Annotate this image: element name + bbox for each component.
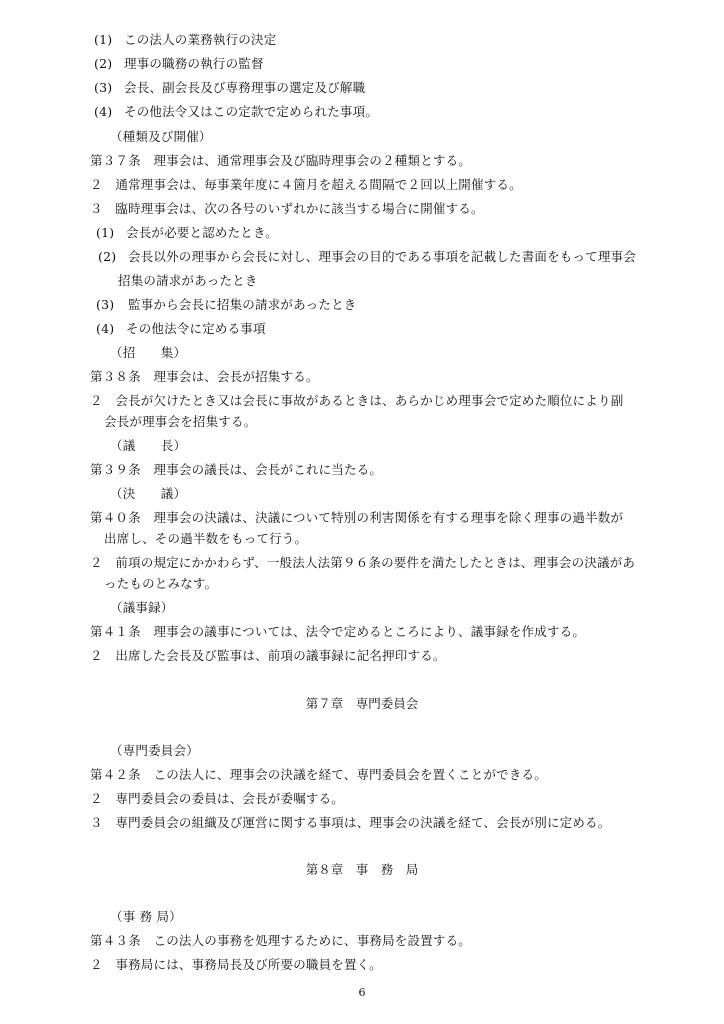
item-number: (1) (94, 32, 113, 47)
article-text: 第４３条 この法人の事務を処理するために、事務局を設置する。 (90, 933, 472, 948)
chapter-title: 第８章 事 務 局 (305, 862, 419, 877)
item-text: 会長、副会長及び専務理事の選定及び解職 (124, 80, 366, 95)
item-number: (4) (94, 104, 113, 119)
article-continuation: 出席し、その過半数をもって行う。 (104, 531, 308, 546)
item-number: (3) (96, 297, 115, 312)
article-text: 第３９条 理事会の議長は、会長がこれに当たる。 (90, 462, 383, 477)
item-text: この法人の業務執行の決定 (124, 32, 277, 47)
clause-text: ２ 事務局には、事務局長及び所要の職員を置く。 (90, 957, 382, 972)
list-item (96, 321, 266, 336)
article-text: 第４１条 理事会の議事については、法令で定めるところにより、議事録を作成する。 (90, 624, 586, 639)
list-item (96, 225, 278, 240)
list-item (96, 297, 356, 312)
item-number: (2) (98, 249, 117, 264)
section-heading: （議事録） (110, 600, 174, 615)
section-heading: （事 務 局） (110, 909, 182, 924)
chapter-title: 第７章 専門委員会 (305, 696, 419, 711)
article-text: 第３８条 理事会は、会長が招集する。 (90, 369, 319, 384)
clause-text: ２ 専門委員会の委員は、会長が委嘱する。 (90, 791, 345, 806)
section-heading: （決 議） (110, 486, 187, 501)
clause-text: ２ 会長が欠けたとき又は会長に事故があるときは、あらかじめ理事会で定めた順位により副 (90, 393, 624, 408)
clause-text: ２ 通常理事会は、毎事業年度に４箇月を超える間隔で２回以上開催する。 (90, 177, 522, 192)
page-number: 6 (358, 986, 366, 999)
item-number: (4) (96, 321, 115, 336)
list-item-continuation (118, 273, 258, 288)
item-number: (1) (96, 225, 115, 240)
section-heading: （議 長） (110, 438, 187, 453)
article-text: 第４０条 理事会の決議は、決議について特別の利害関係を有する理事を除く理事の過半数が (90, 510, 624, 525)
clause-text: ２ 出席した会長及び監事は、前項の議事録に記名押印する。 (90, 648, 446, 663)
item-text: その他法令又はこの定款で定められた事項。 (124, 104, 379, 119)
item-number: (3) (94, 80, 113, 95)
item-text: 会長以外の理事から会長に対し、理事会の目的である事項を記載した書面をもって理事会 (128, 249, 637, 264)
item-text: 招集の請求があったとき (118, 273, 258, 288)
list-item (94, 32, 276, 47)
list-item (94, 104, 378, 119)
clause-continuation: 会長が理事会を招集する。 (104, 414, 257, 429)
section-heading: （招 集） (110, 345, 187, 360)
section-heading: （専門委員会） (110, 743, 199, 758)
section-heading: （種類及び開催） (110, 129, 212, 144)
clause-text: ３ 専門委員会の組織及び運営に関する事項は、理事会の決議を経て、会長が別に定める。 (90, 815, 611, 830)
item-number: (2) (94, 56, 113, 71)
item-text: 会長が必要と認めたとき。 (126, 225, 278, 240)
item-text: その他法令に定める事項 (126, 321, 266, 336)
clause-text: ２ 前項の規定にかかわらず、一般法人法第９６条の要件を満たしたときは、理事会の決議があ (90, 555, 636, 570)
article-text: 第４２条 この法人に、理事会の決議を経て、専門委員会を置くことができる。 (90, 767, 547, 782)
list-item (98, 249, 636, 264)
list-item (94, 56, 264, 71)
clause-continuation: ったものとみなす。 (104, 576, 218, 591)
item-text: 理事の職務の執行の監督 (124, 56, 264, 71)
item-text: 監事から会長に招集の請求があったとき (128, 297, 357, 312)
article-text: 第３７条 理事会は、通常理事会及び臨時理事会の２種類とする。 (90, 153, 472, 168)
clause-text: ３ 臨時理事会は、次の各号のいずれかに該当する場合に開催する。 (90, 201, 484, 216)
list-item (94, 80, 365, 95)
